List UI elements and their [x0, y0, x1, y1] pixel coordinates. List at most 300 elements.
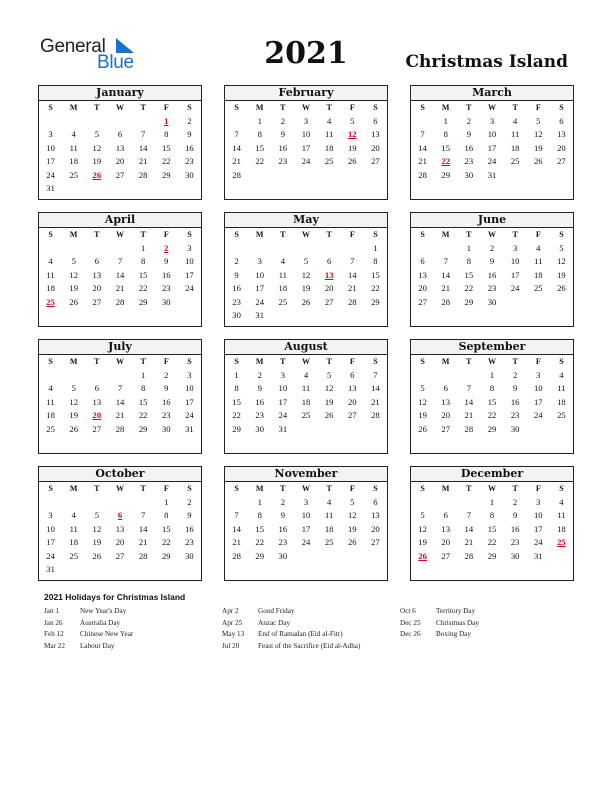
weekday-label: T [466, 357, 472, 366]
day-cell: 12 [69, 269, 78, 280]
holiday-name: Feast of the Sacrifice (Eid al-Adha) [258, 641, 361, 650]
week-row [225, 509, 387, 523]
day-cell: 20 [371, 142, 380, 153]
day-cell: 26 [301, 296, 311, 307]
weekday-label: F [349, 103, 355, 112]
day-cell: 19 [533, 142, 543, 153]
month-may [224, 212, 388, 327]
day-cell: 12 [301, 269, 311, 280]
day-cell: 17 [255, 283, 264, 293]
month-march [410, 85, 574, 200]
weekday-label: F [535, 357, 541, 366]
day-cell: 22 [464, 283, 474, 293]
day-cell: 31 [185, 423, 194, 434]
week-row [39, 496, 201, 510]
day-cell: 1 [373, 242, 378, 253]
day-cell [527, 296, 550, 310]
day-cell: 28 [464, 550, 474, 561]
day-cell: 26 [92, 550, 102, 561]
day-cell: 13 [418, 269, 427, 280]
day-cell: 13 [115, 142, 125, 153]
day-cell: 4 [71, 510, 76, 520]
day-cell: 6 [420, 256, 425, 266]
day-cell: 9 [187, 129, 192, 139]
day-cell: 26 [557, 283, 566, 293]
day-cell: 22 [161, 156, 171, 166]
week-row [411, 496, 573, 510]
week-row [225, 369, 387, 383]
weekday-label: T [140, 357, 146, 366]
week-row [39, 423, 201, 437]
day-cell: 2 [280, 496, 285, 507]
day-cell: 23 [487, 283, 497, 293]
weekday-label: F [349, 357, 355, 366]
holiday-item [44, 641, 133, 653]
day-cell: 25 [533, 283, 543, 293]
holiday-name: Chinese New Year [80, 630, 134, 638]
day-cell [294, 242, 317, 256]
week-row [39, 382, 201, 396]
day-cell: 27 [557, 156, 566, 166]
holidays-column [222, 606, 360, 652]
day-cell: 11 [324, 129, 334, 139]
day-cell: 26 [418, 550, 427, 561]
day-cell: 30 [510, 423, 520, 434]
day-cell: 1 [257, 115, 262, 126]
week-row [39, 509, 201, 523]
day-cell: 30 [161, 296, 171, 307]
day-cell: 21 [418, 156, 427, 166]
day-cell: 14 [371, 383, 380, 393]
day-cell: 25 [324, 537, 334, 547]
day-cell: 24 [46, 169, 55, 180]
week-row [411, 282, 573, 296]
day-cell [62, 563, 85, 577]
day-cell: 9 [512, 510, 518, 520]
week-row [411, 169, 573, 183]
day-cell: 24 [185, 283, 194, 293]
day-cell: 16 [278, 523, 288, 534]
day-cell: 15 [441, 142, 450, 153]
day-cell: 28 [115, 423, 125, 434]
day-cell: 27 [441, 423, 450, 434]
day-cell: 20 [324, 283, 334, 293]
day-cell [132, 496, 155, 510]
day-cell: 8 [466, 256, 471, 266]
day-cell: 10 [301, 129, 311, 139]
weekday-label: S [187, 103, 192, 112]
day-cell: 23 [464, 156, 474, 166]
day-cell: 7 [234, 129, 239, 139]
day-cell: 2 [512, 369, 518, 380]
day-cell [178, 296, 201, 310]
day-cell: 20 [92, 283, 102, 293]
day-cell [504, 296, 527, 310]
day-cell: 14 [138, 142, 148, 153]
weekday-header [39, 482, 201, 496]
day-cell: 17 [301, 523, 311, 534]
day-cell [62, 182, 85, 196]
weekday-label: S [373, 357, 378, 366]
day-cell: 27 [371, 156, 380, 166]
day-cell: 22 [487, 410, 497, 420]
month-title: February [225, 86, 387, 101]
month-august [224, 339, 388, 454]
week-row [39, 536, 201, 550]
month-june [410, 212, 574, 327]
weekday-label: M [69, 484, 78, 493]
day-cell: 11 [557, 510, 566, 520]
weekday-header [39, 355, 201, 369]
day-cell: 11 [534, 256, 543, 266]
week-row [411, 269, 573, 283]
day-cell: 15 [371, 269, 380, 280]
day-cell: 24 [510, 283, 520, 293]
week-row [39, 182, 201, 196]
day-cell: 18 [278, 283, 288, 293]
week-row [39, 550, 201, 564]
weekday-label: S [559, 103, 564, 112]
day-cell: 29 [487, 423, 497, 434]
weekday-label: T [326, 357, 332, 366]
week-row [225, 169, 387, 183]
day-cell: 23 [232, 296, 241, 307]
month-title: March [411, 86, 573, 101]
week-row [411, 142, 573, 156]
day-cell: 26 [533, 156, 543, 166]
day-cell: 26 [347, 537, 357, 547]
weekday-label: T [466, 103, 472, 112]
day-cell: 5 [350, 115, 355, 126]
day-cell: 22 [232, 410, 241, 420]
day-cell: 9 [234, 269, 239, 280]
weekday-label: T [94, 357, 100, 366]
week-row [225, 523, 387, 537]
day-cell: 17 [533, 396, 543, 407]
weekday-header [39, 228, 201, 242]
day-cell: 5 [303, 256, 309, 266]
day-cell: 10 [510, 256, 520, 266]
weekday-label: F [535, 230, 541, 239]
day-cell: 23 [278, 537, 288, 547]
day-cell: 7 [466, 383, 471, 393]
day-cell [434, 242, 457, 256]
holiday-name: Australia Day [80, 618, 121, 627]
day-cell: 17 [301, 142, 311, 153]
day-cell: 16 [510, 523, 520, 534]
day-cell: 28 [464, 423, 474, 434]
day-cell: 17 [185, 396, 194, 407]
day-cell [108, 369, 131, 383]
holiday-name: Labour Day [80, 641, 115, 650]
week-row [225, 115, 387, 129]
day-cell: 1 [234, 369, 239, 380]
day-cell [271, 309, 294, 323]
holiday-date: Dec 25 [400, 618, 421, 627]
weekday-label: S [559, 230, 564, 239]
day-cell: 13 [557, 129, 566, 139]
day-cell [39, 115, 62, 129]
day-cell: 13 [324, 269, 334, 280]
day-cell: 6 [350, 369, 355, 380]
day-cell: 13 [92, 269, 102, 280]
day-cell: 24 [46, 550, 55, 561]
day-cell: 14 [232, 523, 241, 534]
day-cell: 7 [117, 383, 123, 393]
day-cell [62, 496, 85, 510]
weekday-label: M [441, 230, 450, 239]
holiday-date: Apr 25 [222, 618, 243, 627]
day-cell: 24 [533, 410, 543, 420]
day-cell [271, 242, 294, 256]
weekday-label: T [466, 230, 472, 239]
day-cell: 16 [161, 269, 171, 280]
day-cell: 3 [257, 256, 262, 266]
day-cell [411, 369, 434, 383]
week-row [39, 115, 201, 129]
day-cell: 11 [301, 383, 311, 393]
day-cell: 16 [487, 269, 497, 280]
day-cell: 6 [94, 256, 99, 266]
day-cell: 16 [255, 396, 264, 407]
day-cell: 5 [420, 383, 425, 393]
day-cell: 29 [232, 423, 241, 434]
day-cell [294, 423, 317, 437]
day-cell: 9 [466, 129, 471, 139]
weekday-label: T [94, 230, 100, 239]
day-cell [62, 369, 85, 383]
day-cell: 21 [232, 156, 241, 166]
week-row [411, 242, 573, 256]
weekday-label: T [512, 357, 518, 366]
weekday-label: W [301, 103, 310, 112]
day-cell: 1 [140, 242, 146, 253]
day-cell: 14 [138, 523, 148, 534]
day-cell: 22 [441, 156, 450, 166]
day-cell [294, 309, 317, 323]
day-cell: 18 [324, 523, 334, 534]
day-cell: 13 [92, 396, 102, 407]
weekday-header [411, 482, 573, 496]
day-cell: 22 [138, 410, 148, 420]
day-cell [504, 169, 527, 183]
day-cell [85, 496, 108, 510]
day-cell [62, 115, 85, 129]
weekday-label: W [301, 230, 310, 239]
weekday-label: F [535, 103, 541, 112]
weekday-label: S [420, 230, 425, 239]
day-cell: 7 [420, 129, 425, 139]
week-row [225, 382, 387, 396]
weekday-label: S [48, 230, 53, 239]
day-cell: 26 [418, 423, 427, 434]
day-cell: 4 [559, 369, 564, 380]
weekday-label: W [115, 230, 124, 239]
day-cell [411, 115, 434, 129]
weekday-header [225, 355, 387, 369]
weekday-label: W [115, 357, 124, 366]
day-cell: 22 [487, 537, 497, 547]
day-cell: 25 [301, 410, 311, 420]
day-cell: 5 [71, 256, 76, 266]
week-row [225, 242, 387, 256]
day-cell: 26 [324, 410, 334, 420]
day-cell [457, 496, 480, 510]
week-row [411, 396, 573, 410]
day-cell: 29 [487, 550, 497, 561]
day-cell: 20 [92, 410, 102, 420]
day-cell: 23 [185, 156, 194, 166]
day-cell: 24 [301, 537, 311, 547]
holidays-column [44, 606, 133, 652]
month-title: June [411, 213, 573, 228]
day-cell: 6 [559, 115, 564, 126]
weekday-label: S [187, 230, 192, 239]
day-cell: 2 [257, 369, 262, 380]
day-cell: 24 [278, 410, 288, 420]
day-cell: 9 [164, 256, 169, 266]
day-cell: 2 [187, 115, 192, 126]
day-cell [108, 496, 131, 510]
day-cell: 29 [441, 169, 450, 180]
weekday-label: T [140, 484, 146, 493]
day-cell: 9 [489, 256, 495, 266]
day-cell: 15 [487, 523, 497, 534]
day-cell [108, 182, 131, 196]
day-cell: 7 [140, 129, 146, 139]
week-row [411, 423, 573, 437]
day-cell: 12 [347, 129, 357, 139]
month-november [224, 466, 388, 581]
day-cell [318, 550, 341, 564]
weekday-label: M [441, 484, 450, 493]
holiday-date: Mar 22 [44, 641, 65, 650]
day-cell: 8 [489, 383, 495, 393]
day-cell: 23 [185, 537, 194, 547]
day-cell: 12 [92, 142, 102, 153]
day-cell: 17 [46, 537, 55, 547]
day-cell: 30 [255, 423, 264, 434]
day-cell: 7 [350, 256, 355, 266]
day-cell: 18 [557, 523, 566, 534]
day-cell: 6 [326, 256, 332, 266]
day-cell: 22 [161, 537, 171, 547]
month-july [38, 339, 202, 454]
weekday-label: T [326, 103, 332, 112]
week-row [225, 269, 387, 283]
weekday-label: S [420, 357, 425, 366]
month-september [410, 339, 574, 454]
day-cell: 19 [92, 537, 102, 547]
day-cell: 5 [71, 383, 76, 393]
day-cell: 24 [255, 296, 264, 307]
day-cell: 1 [466, 242, 471, 253]
holiday-item [400, 629, 479, 641]
logo-word-blue: Blue [97, 52, 134, 73]
day-cell: 30 [278, 550, 288, 561]
day-cell: 21 [464, 537, 474, 547]
week-row [225, 155, 387, 169]
day-cell: 8 [443, 129, 448, 139]
day-cell: 25 [324, 156, 334, 166]
day-cell: 18 [557, 396, 566, 407]
weekday-label: S [187, 484, 192, 493]
day-cell: 27 [115, 169, 125, 180]
day-cell: 5 [94, 510, 99, 520]
day-cell: 9 [257, 383, 262, 393]
day-cell: 25 [46, 423, 55, 434]
day-cell: 7 [117, 256, 123, 266]
weekday-label: F [163, 103, 169, 112]
day-cell: 25 [278, 296, 288, 307]
day-cell: 29 [464, 296, 474, 307]
weekday-label: T [140, 103, 146, 112]
week-row [225, 423, 387, 437]
day-cell: 18 [46, 283, 55, 293]
week-row [411, 509, 573, 523]
day-cell [132, 563, 155, 577]
weekday-label: W [115, 103, 124, 112]
day-cell [318, 309, 341, 323]
day-cell: 12 [347, 510, 357, 520]
day-cell: 2 [234, 256, 239, 266]
day-cell [132, 115, 155, 129]
calendar-year: 2021 [264, 36, 348, 71]
month-title: December [411, 467, 573, 482]
day-cell: 24 [301, 156, 311, 166]
day-cell: 30 [464, 169, 474, 180]
day-cell: 20 [441, 410, 450, 420]
weekday-label: M [255, 357, 264, 366]
day-cell: 4 [536, 242, 541, 253]
day-cell: 3 [489, 115, 495, 126]
week-row [39, 409, 201, 423]
day-cell: 23 [510, 537, 520, 547]
weekday-label: F [163, 230, 169, 239]
day-cell: 7 [466, 510, 471, 520]
day-cell [434, 369, 457, 383]
week-row [411, 128, 573, 142]
day-cell: 27 [347, 410, 357, 420]
weekday-label: M [255, 230, 264, 239]
week-row [39, 255, 201, 269]
day-cell: 6 [373, 496, 378, 507]
day-cell [318, 169, 341, 183]
day-cell: 8 [164, 510, 169, 520]
day-cell: 6 [117, 510, 123, 520]
day-cell: 23 [510, 410, 520, 420]
day-cell [411, 242, 434, 256]
day-cell: 16 [161, 396, 171, 407]
day-cell: 11 [510, 129, 520, 139]
day-cell: 22 [371, 283, 380, 293]
weekday-label: F [535, 484, 541, 493]
weekday-label: M [441, 103, 450, 112]
day-cell: 10 [46, 523, 55, 534]
weekday-label: T [140, 230, 146, 239]
holiday-date: May 13 [222, 630, 245, 638]
day-cell: 13 [115, 523, 125, 534]
week-row [411, 255, 573, 269]
day-cell: 18 [301, 396, 311, 407]
day-cell [294, 169, 317, 183]
day-cell: 19 [92, 156, 102, 166]
day-cell: 16 [232, 283, 241, 293]
day-cell: 29 [371, 296, 380, 307]
day-cell [178, 563, 201, 577]
day-cell: 11 [46, 396, 55, 407]
day-cell [39, 242, 62, 256]
